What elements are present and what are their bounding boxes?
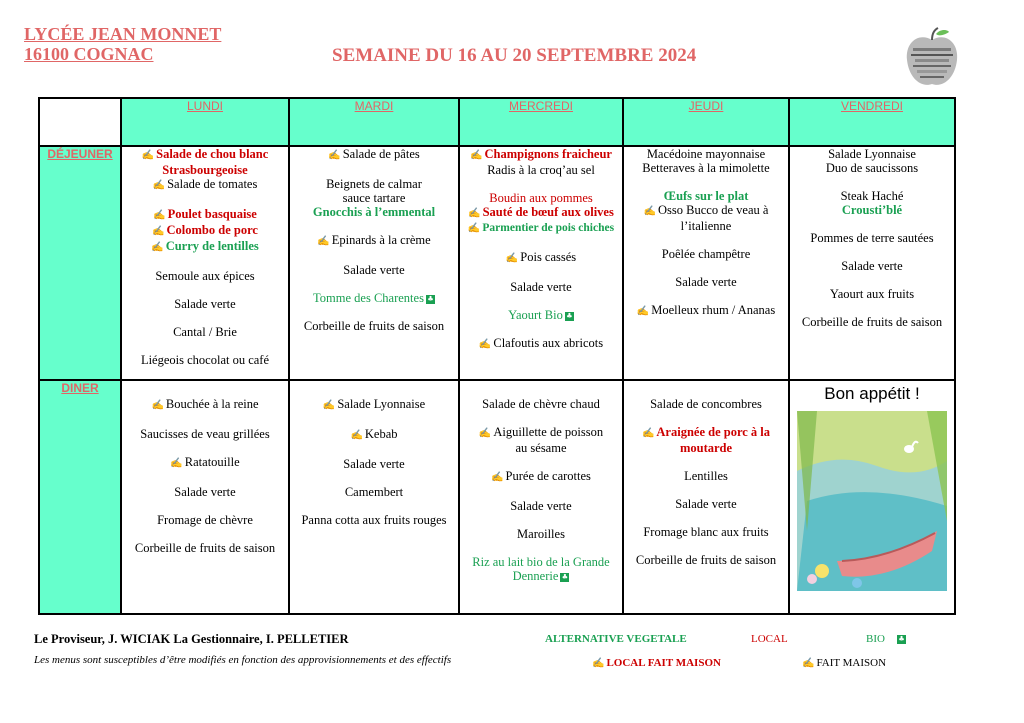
legend-fait-maison xyxy=(802,657,886,669)
apple-logo-icon xyxy=(905,26,959,88)
menu-item: au sésame xyxy=(515,441,567,455)
fait-maison-icon: ✍ xyxy=(802,658,815,669)
menu-item: ✍ Parmentier de pois chiches xyxy=(467,222,615,234)
day-lundi: LUNDI xyxy=(121,98,289,146)
fait-maison-icon: ✍ xyxy=(151,242,164,253)
menu-item: Tomme des Charentes ♣ xyxy=(313,291,434,305)
dinner-jeudi xyxy=(623,380,789,614)
menu-item: Semoule aux épices xyxy=(155,269,255,283)
school-name xyxy=(24,24,221,64)
menu-item: Corbeille de fruits de saison xyxy=(801,315,943,329)
day-mercredi: MERCREDI xyxy=(459,98,623,146)
menu-item: Salade verte xyxy=(343,457,405,471)
day-vendredi: VENDREDI xyxy=(789,98,955,146)
bon-appetit: Bon appétit ! xyxy=(824,384,920,403)
menu-item: Gnocchis à l’emmental xyxy=(312,205,436,219)
fait-maison-icon: ✍ xyxy=(151,400,164,411)
menu-item: Pommes de terre sautées xyxy=(810,231,934,245)
legend-local-fait-maison-label: LOCAL FAIT MAISON xyxy=(606,657,721,669)
menu-item: Fromage de chèvre xyxy=(157,513,253,527)
menu-item: Riz au lait bio de la Grande Dennerie ♣ xyxy=(472,555,610,583)
dinner-vendredi xyxy=(789,380,955,614)
menu-item: Betteraves à la mimolette xyxy=(642,161,770,175)
menu-item: sauce tartare xyxy=(342,191,406,205)
menu-item: ✍ Pois cassés xyxy=(505,250,577,264)
menu-item: ✍ Araignée de porc à la moutarde xyxy=(641,425,771,455)
menu-item: Poêlée champêtre xyxy=(661,247,751,261)
menu-item: ✍ Ratatouille xyxy=(170,455,240,469)
menu-item: Salade verte xyxy=(174,297,236,311)
menu-item: Corbeille de fruits de saison xyxy=(303,319,445,333)
fait-maison-icon: ✍ xyxy=(468,208,481,219)
menu-item: Duo de saucissons xyxy=(825,161,919,175)
fait-maison-icon: ✍ xyxy=(467,223,481,234)
menu-item: Salade de concombres xyxy=(650,397,762,411)
fait-maison-icon: ✍ xyxy=(643,206,657,217)
menu-item: Salade Lyonnaise xyxy=(828,147,916,161)
dinner-lundi xyxy=(121,380,289,614)
menu-item: ✍ Bouchée à la reine xyxy=(151,397,259,411)
day-mardi: MARDI xyxy=(289,98,459,146)
fait-maison-icon: ✍ xyxy=(491,472,504,483)
menu-item: Œufs sur le plat xyxy=(663,189,749,203)
week-title: SEMAINE DU 16 AU 20 SEPTEMBRE 2024 xyxy=(332,45,697,66)
menu-item: Panna cotta aux fruits rouges xyxy=(301,513,447,527)
meal-lunch: DÉJEUNER xyxy=(39,146,121,380)
menu-item: Liégeois chocolat ou café xyxy=(140,353,270,367)
fait-maison-icon: ✍ xyxy=(141,150,155,161)
menu-item: Macédoine mayonnaise xyxy=(646,147,766,161)
fait-maison-icon: ✍ xyxy=(505,253,519,264)
day-jeudi: JEUDI xyxy=(623,98,789,146)
legend-vegetal: ALTERNATIVE VEGETALE xyxy=(545,633,687,645)
lunch-mercredi xyxy=(459,146,623,380)
menu-item: Salade verte xyxy=(675,497,737,511)
fait-maison-icon: ✍ xyxy=(478,339,492,350)
menu-item: Corbeille de fruits de saison xyxy=(635,553,777,567)
fait-maison-icon: ✍ xyxy=(328,150,341,161)
menu-item: ✍ Sauté de bœuf aux olives xyxy=(468,205,614,219)
menu-item: ✍ Osso Bucco de veau à l’italienne xyxy=(643,203,769,233)
fait-maison-icon: ✍ xyxy=(317,236,330,247)
legend-local-fait-maison xyxy=(592,657,721,669)
fait-maison-icon: ✍ xyxy=(641,428,655,439)
menu-item: ✍ Moelleux rhum / Ananas xyxy=(636,303,776,317)
legend-local: LOCAL xyxy=(751,633,788,645)
menu-item: Yaourt aux fruits xyxy=(829,287,915,301)
lunch-mardi xyxy=(289,146,459,380)
fait-maison-icon: ✍ xyxy=(152,180,166,191)
legend-bio xyxy=(866,633,906,645)
dinner-mardi xyxy=(289,380,459,614)
menu-item: Crousti’blé xyxy=(841,203,903,217)
fait-maison-icon: ✍ xyxy=(636,306,650,317)
menu-item: Boudin aux pommes xyxy=(489,191,593,205)
menu-item: Camembert xyxy=(344,485,404,499)
menu-item: ✍ Poulet basquaise xyxy=(153,207,257,221)
menu-table xyxy=(38,97,956,615)
meal-dinner: DINER xyxy=(39,380,121,614)
menu-item: ✍ Epinards à la crème xyxy=(317,233,431,247)
dinner-mercredi xyxy=(459,380,623,614)
fait-maison-icon: ✍ xyxy=(478,428,492,439)
menu-item: Salade verte xyxy=(343,263,405,277)
signatures: Le Proviseur, J. WICIAK La Gestionnaire, I. PELLETIER xyxy=(34,632,349,646)
school-line1: LYCÉE JEAN MONNET xyxy=(24,24,222,44)
menu-item: ✍ Purée de carottes xyxy=(491,469,591,483)
fait-maison-icon: ✍ xyxy=(170,458,183,469)
menu-item: Salade verte xyxy=(675,275,737,289)
fait-maison-icon: ✍ xyxy=(470,150,483,161)
lake-boat-illustration xyxy=(797,411,947,591)
fait-maison-icon: ✍ xyxy=(152,226,165,237)
school-line2: 16100 COGNAC xyxy=(24,44,154,64)
menu-item: Lentilles xyxy=(684,469,728,483)
menu-item: ✍ Salade Lyonnaise xyxy=(322,397,426,411)
fait-maison-icon: ✍ xyxy=(153,210,166,221)
disclaimer: Les menus sont susceptibles d’être modifiés en fonction des approvisionnements et des effectifs xyxy=(34,654,452,666)
menu-item: Salade verte xyxy=(510,280,572,294)
menu-item: ✍ Champignons fraicheur xyxy=(470,147,612,161)
menu-item: ✍ Salade de pâtes xyxy=(328,147,420,161)
menu-item: Maroilles xyxy=(517,527,565,541)
menu-item: Radis à la croq’au sel xyxy=(487,163,595,177)
fait-maison-icon: ✍ xyxy=(350,430,363,441)
lunch-jeudi xyxy=(623,146,789,380)
menu-item: ✍ Colombo de porc xyxy=(152,223,258,237)
menu-item: Steak Haché xyxy=(840,189,904,203)
bio-icon: ♣ xyxy=(427,294,434,303)
bio-icon: ♣ xyxy=(561,572,569,581)
menu-item: Salade de chèvre chaud xyxy=(482,397,600,411)
bio-icon: ♣ xyxy=(898,634,905,643)
legend-fait-maison-label: FAIT MAISON xyxy=(816,657,887,669)
fait-maison-icon: ✍ xyxy=(322,400,336,411)
menu-item: Beignets de calmar xyxy=(326,177,422,191)
lunch-lundi xyxy=(121,146,289,380)
menu-item: ✍ Kebab xyxy=(350,427,398,441)
menu-item: Salade verte xyxy=(174,485,236,499)
menu-item: ✍ Curry de lentilles xyxy=(151,239,259,253)
menu-item: ✍ Aiguillette de poisson xyxy=(478,425,604,439)
corner-cell xyxy=(39,98,121,146)
legend-bio-label: BIO xyxy=(866,633,885,645)
menu-item: Cantal / Brie xyxy=(173,325,237,339)
menu-item: Saucisses de veau grillées xyxy=(140,427,270,441)
menu-item: Yaourt Bio ♣ xyxy=(508,308,573,322)
menu-item: Salade verte xyxy=(841,259,903,273)
fait-maison-icon: ✍ xyxy=(592,658,605,669)
menu-item: ✍ Salade de tomates xyxy=(152,177,258,191)
menu-item: ✍ Salade de chou blanc Strasbourgeoise xyxy=(141,147,269,177)
menu-item: ✍ Clafoutis aux abricots xyxy=(478,336,604,350)
bio-icon: ♣ xyxy=(566,311,573,320)
menu-item: Fromage blanc aux fruits xyxy=(643,525,769,539)
lunch-vendredi xyxy=(789,146,955,380)
menu-item: Salade verte xyxy=(510,499,572,513)
menu-item: Corbeille de fruits de saison xyxy=(134,541,276,555)
